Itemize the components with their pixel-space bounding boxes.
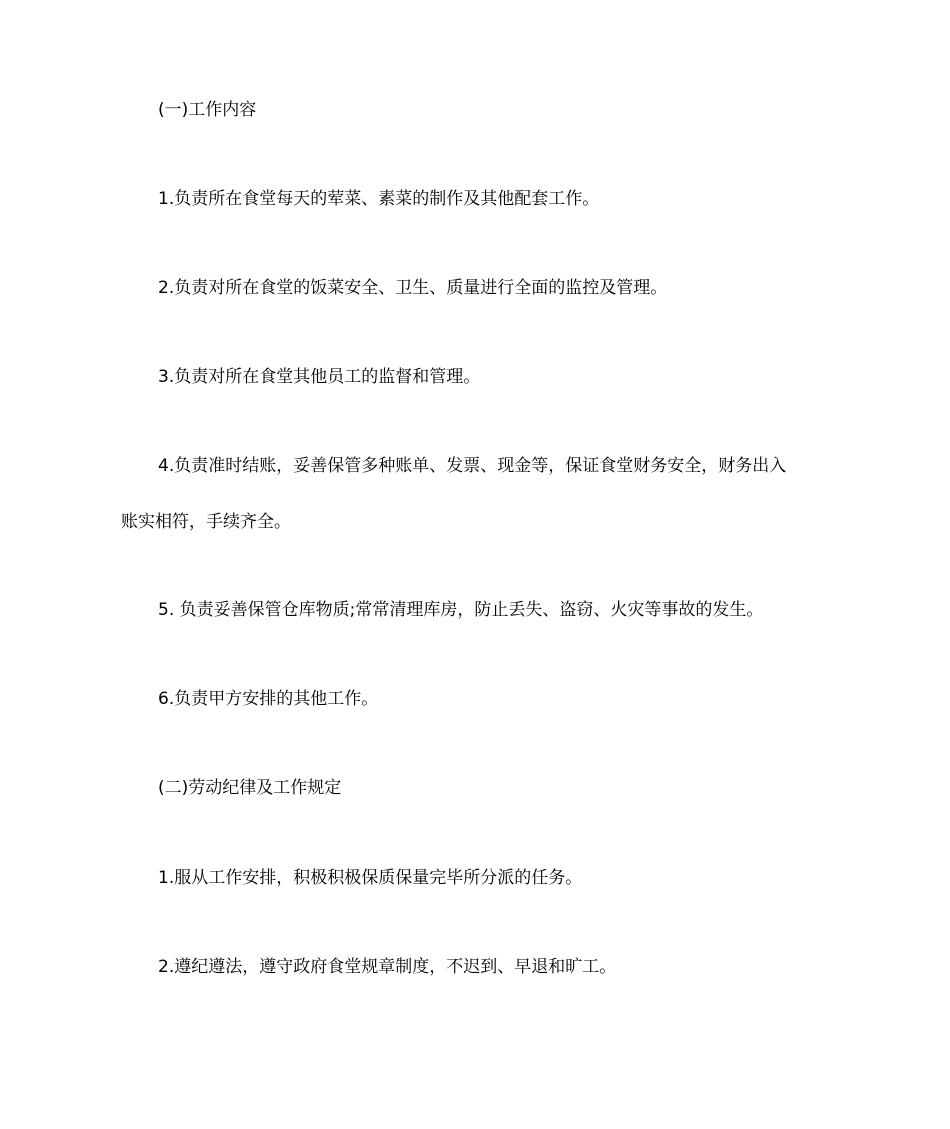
section-heading-work-content: (一)工作内容	[158, 100, 257, 120]
paragraph-item-2: 2.负责对所在食堂的饭菜安全、卫生、质量进行全面的监控及管理。	[158, 278, 668, 298]
section-heading-labor-discipline: (二)劳动纪律及工作规定	[158, 778, 342, 798]
paragraph-item-5: 5. 负责妥善保管仓库物质;常常清理库房，防止丢失、盗窃、火灾等事故的发生。	[158, 600, 764, 620]
paragraph-item-6: 6.负责甲方安排的其他工作。	[158, 689, 379, 709]
paragraph-item-3: 3.负责对所在食堂其他员工的监督和管理。	[158, 367, 481, 387]
paragraph-item-4-line-2: 账实相符，手续齐全。	[121, 512, 291, 532]
paragraph-item-4-line-1: 4.负责准时结账，妥善保管多种账单、发票、现金等，保证食堂财务安全，财务出入	[158, 456, 787, 476]
paragraph-discipline-item-2: 2.遵纪遵法，遵守政府食堂规章制度，不迟到、早退和旷工。	[158, 957, 617, 977]
paragraph-item-1: 1.负责所在食堂每天的荤菜、素菜的制作及其他配套工作。	[158, 189, 600, 209]
paragraph-discipline-item-1: 1.服从工作安排，积极积极保质保量完毕所分派的任务。	[158, 868, 583, 888]
